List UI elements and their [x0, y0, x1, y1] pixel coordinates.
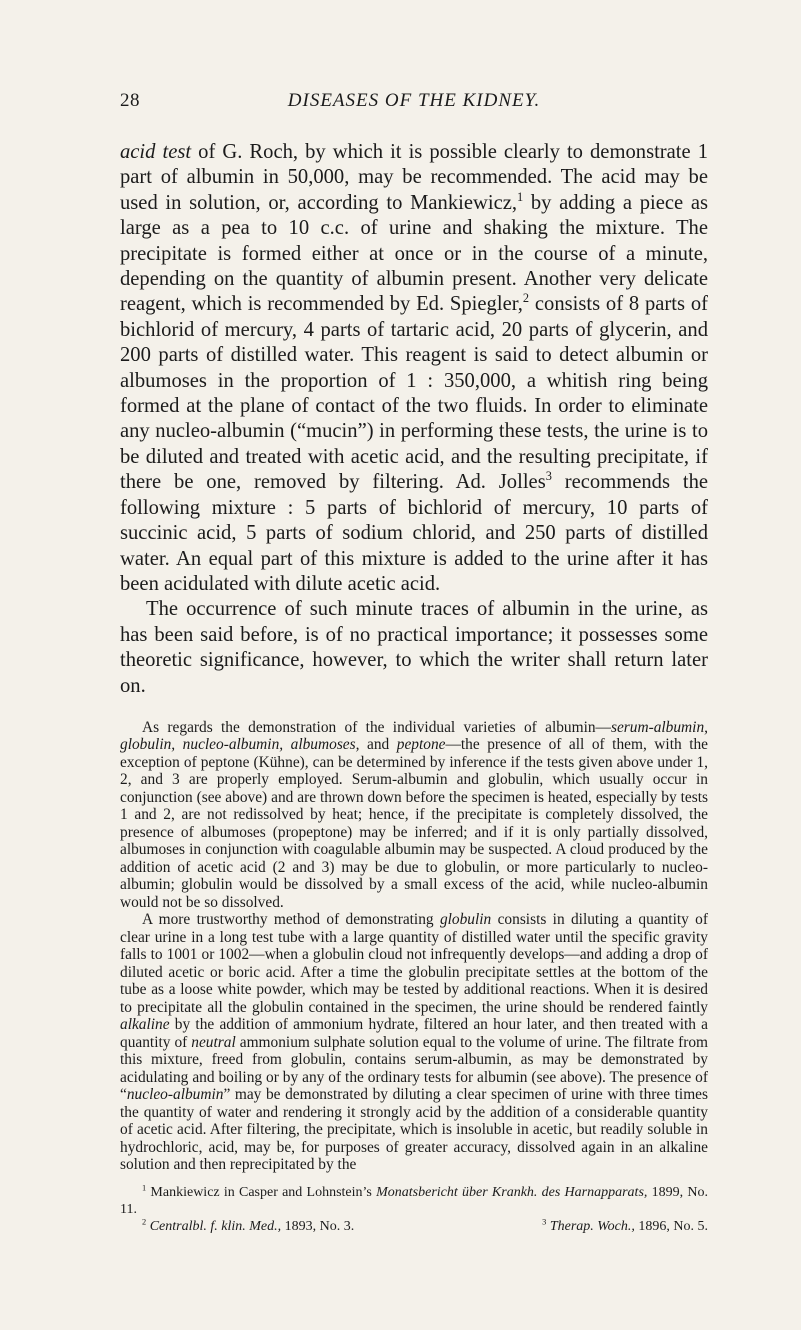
text-run: Mankiewicz in Casper and Lohnstein’s [146, 1184, 377, 1200]
text-run: by the addition of ammonium hydrate, filtered an hour later, and then treated with a quantity of [120, 1016, 708, 1051]
page-number: 28 [120, 90, 140, 111]
text-run: and [359, 736, 397, 754]
page-header [120, 90, 708, 114]
main-paragraph [120, 140, 708, 597]
emphasis: neutral [191, 1033, 236, 1051]
footnote-ref[interactable]: 1 [517, 189, 524, 204]
text-run: ammonium sulphate solution equal to the volume of urine. The filtrate from this mixture, freed from globulin, contains serum-albumin, as may be demonstrated by acidulating and boiling or by any of the ordinary tests for albumin (see above). The presence of “ [120, 1033, 708, 1104]
text-run: ” may be demonstrated by diluting a clear specimen of urine with three times the quantity of water and rendering it strongly acid by the addition of a considerable quantity of acetic acid. After filtering, the precipitate, which is insoluble in acetic, but readily soluble in hydrochloric, acid, may be, for purposes of greater accuracy, dissolved again in an alkaline solution and then reprecipitated by the [120, 1086, 708, 1174]
emphasis: nucleo-albumin [126, 1086, 224, 1104]
small-paragraph [120, 911, 708, 1174]
footnote [542, 1218, 708, 1235]
emphasis: acid test [120, 141, 192, 163]
small-print-section [120, 719, 708, 1174]
emphasis: serum-albumin, globulin, nucleo-albumin, albumoses, [120, 718, 708, 754]
text-run: —the presence of all of them, with the exception of peptone (Kühne), can be determined by inference if the tests given above under 1, 2, and 3 are properly employed. Serum-albumin and globulin, which usually occur in conjunction (see above) and are thrown down before the specimen is heated, especially by tests 1 and 2, are not redissolved by heat; hence, if the precipitate is completely dissolved, the presence of albumoses (propeptone) may be inferred; and if it is only partially dissolved, albumoses in conjunction with coagulable albumin may be suspected. A cloud produced by the addition of acetic acid (2 and 3) may be due to globulin, or more particularly to nucleo-albumin; globulin would be dissolved by a small excess of the acid, while nucleo-albumin would not be so dissolved. [120, 736, 708, 911]
text-run: 1899, No. 11. [120, 1184, 708, 1217]
footnotes [120, 1184, 708, 1235]
footnote-mark: 2 [142, 1217, 147, 1227]
footnote-ref[interactable]: 2 [522, 291, 530, 306]
emphasis: Therap. Woch., [549, 1218, 635, 1234]
emphasis: peptone [396, 736, 446, 754]
footnote-ref[interactable]: 3 [545, 469, 552, 484]
page-body [120, 140, 708, 1235]
emphasis: Centralbl. f. klin. Med., [149, 1218, 282, 1234]
footnote [120, 1184, 708, 1218]
running-title: DISEASES OF THE KIDNEY. [287, 90, 541, 111]
text-run: recommends the following mixture : 5 parts of bichlorid of mercury, 10 parts of succinic acid, 5 parts of sodium chlorid, and 250 parts of distilled water. An equal part of this mixture is added to the urine after it has been acidulated with dilute acetic acid. [120, 471, 709, 595]
text-run: A more trustworthy method of demonstrating [142, 911, 440, 929]
main-text [120, 140, 708, 699]
footnote-row [120, 1218, 708, 1235]
text-run: 1893, No. 3. [281, 1218, 355, 1234]
text-run: As regards the demonstration of the individual varieties of albumin— [142, 718, 611, 736]
small-paragraph [120, 719, 708, 912]
footnote-mark: 1 [142, 1183, 147, 1193]
emphasis: alkaline [120, 1016, 170, 1034]
text-run: 1896, No. 5. [634, 1218, 708, 1234]
text-run: consists of 8 parts of bichlorid of mercury, 4 parts of tartaric acid, 20 parts of glycerin, and 200 parts of distilled water. This reagent is said to detect albumin or albumoses in the proportion of 1 : 350,000, a whitish ring being formed at the plane of contact of the two fluids. In order to eliminate any nucleo-albumin (“mucin”) in performing these tests, the urine is to be diluted and treated with acetic acid, and the resulting precipitate, if there be one, removed by filtering. Ad. Jolles [120, 293, 708, 494]
emphasis: globulin [439, 911, 492, 929]
footnote-mark: 3 [542, 1217, 547, 1227]
text-run: consists in diluting a quantity of clear urine in a long test tube with a large quantity of distilled water until the specific gravity falls to 1001 or 1002—when a globulin cloud not infrequently develops—and adding a drop of diluted acetic or boric acid. After a time the globulin precipitate settles at the bottom of the tube as a loose white powder, which may be tested by additional reactions. When it is desired to precipitate all the globulin contained in the specimen, the urine should be rendered faintly [120, 911, 708, 1016]
emphasis: Monatsbericht über Krankh. des Harnapparats, [376, 1184, 648, 1200]
footnote [142, 1218, 354, 1235]
text-run: of G. Roch, by which it is possible clearly to demonstrate 1 part of albumin in 50,000, may be recommended. The acid may be used in solution, or, according to Mankiewicz, [120, 141, 708, 214]
main-paragraph: The occurrence of such minute traces of albumin in the urine, as has been said before, is of no practical importance; it possesses some theoretic significance, however, to which the writer shall return later on. [120, 598, 708, 697]
text-run: by adding a piece as large as a pea to 10 c.c. of urine and shaking the mixture. The precipitate is formed either at once or in the course of a minute, depending on the quantity of albumin present. Another very delicate reagent, which is recommended by Ed. Spiegler, [120, 191, 709, 316]
